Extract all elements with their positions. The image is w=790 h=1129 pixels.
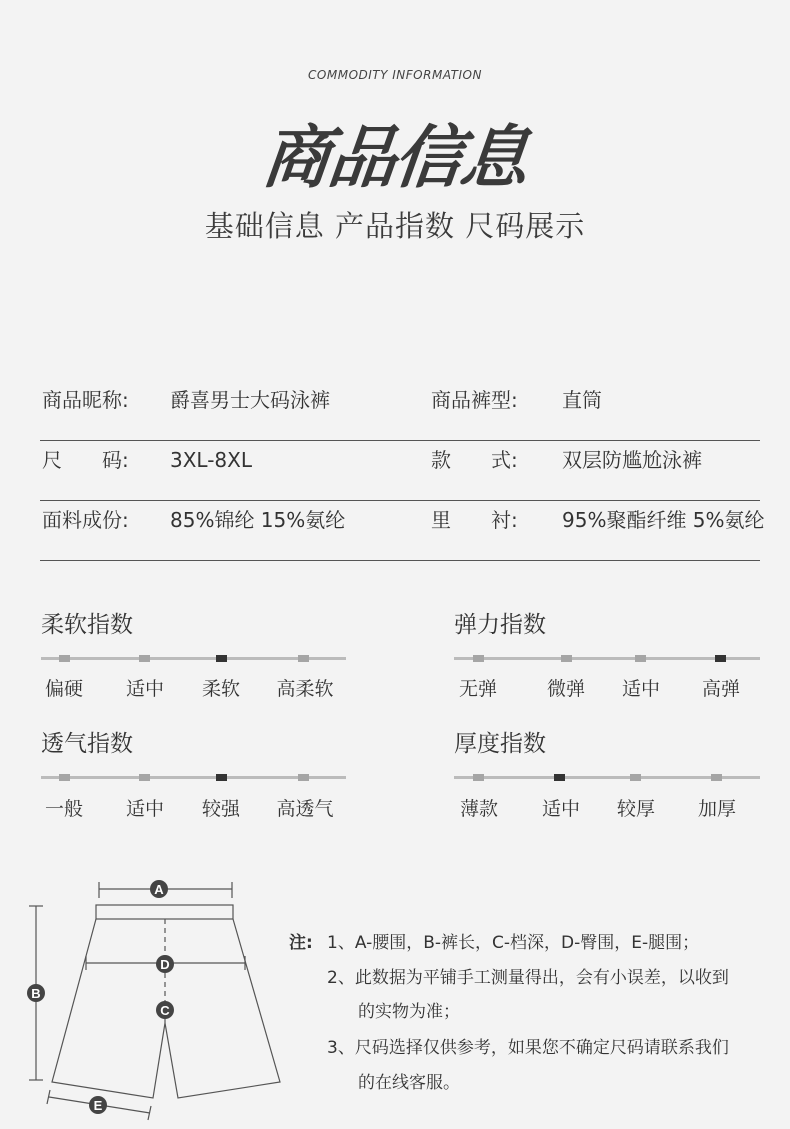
thickness-label: 适中 xyxy=(541,798,581,820)
label-fabric: 面料成份: xyxy=(42,508,129,532)
note-line-3: 3、尺码选择仅供参考，如果您不确定尺码请联系我们 xyxy=(327,1038,729,1058)
thickness-tick xyxy=(554,774,565,781)
softness-label: 偏硬 xyxy=(44,678,84,700)
marker-b-text: B xyxy=(31,986,41,1001)
softness-title: 柔软指数 xyxy=(41,612,133,638)
thickness-tick xyxy=(630,774,641,781)
marker-d-text: D xyxy=(160,957,170,972)
softness-tick xyxy=(216,655,227,662)
value-fabric: 85%锦纶 15%氨纶 xyxy=(170,508,346,532)
elasticity-label: 适中 xyxy=(621,678,661,700)
label-lining: 里 衬: xyxy=(431,508,518,532)
note-line-1: 1、A-腰围，B-裤长，C-档深，D-臀围，E-腿围； xyxy=(327,933,700,953)
thickness-label: 薄款 xyxy=(459,798,499,820)
softness-tick xyxy=(139,655,150,662)
info-row-fabric xyxy=(40,500,765,561)
value-nickname: 爵喜男士大码泳裤 xyxy=(170,388,330,412)
breathability-tick xyxy=(139,774,150,781)
elasticity-tick xyxy=(715,655,726,662)
breathability-label: 较强 xyxy=(201,798,241,820)
label-nickname: 商品昵称: xyxy=(42,388,129,412)
info-row-size xyxy=(40,440,760,501)
elasticity-label: 无弹 xyxy=(458,678,498,700)
value-pants-type: 直筒 xyxy=(562,388,602,412)
label-style: 款 式: xyxy=(431,448,518,472)
note-line-2b: 的实物为准； xyxy=(358,1002,460,1022)
thickness-tick xyxy=(473,774,484,781)
marker-a-text: A xyxy=(154,882,164,897)
marker-c xyxy=(156,1001,174,1019)
shorts-size-diagram xyxy=(0,860,290,1129)
label-size: 尺 码: xyxy=(42,448,129,472)
softness-label: 适中 xyxy=(125,678,165,700)
softness-label: 高柔软 xyxy=(276,678,334,700)
note-line-3b: 的在线客服。 xyxy=(358,1073,460,1093)
breathability-tick xyxy=(298,774,309,781)
breathability-title: 透气指数 xyxy=(41,731,133,757)
value-size: 3XL-8XL xyxy=(170,448,253,472)
breathability-label: 适中 xyxy=(125,798,165,820)
softness-tick xyxy=(298,655,309,662)
elasticity-tick xyxy=(561,655,572,662)
value-style: 双层防尴尬泳裤 xyxy=(562,448,702,472)
breathability-label: 一般 xyxy=(44,798,84,820)
marker-e xyxy=(89,1096,107,1114)
thickness-label: 加厚 xyxy=(697,798,737,820)
label-pants-type: 商品裤型: xyxy=(431,388,518,412)
elasticity-label: 高弹 xyxy=(701,678,741,700)
page-title: 商品信息 xyxy=(258,119,531,198)
thickness-title: 厚度指数 xyxy=(454,731,546,757)
breathability-label: 高透气 xyxy=(276,798,334,820)
elasticity-label: 微弹 xyxy=(546,678,586,700)
breathability-tick xyxy=(59,774,70,781)
marker-e-text: E xyxy=(93,1098,103,1113)
breathability-tick xyxy=(216,774,227,781)
marker-b xyxy=(27,984,45,1002)
marker-a xyxy=(150,880,168,898)
subtitle-en: COMMODITY INFORMATION xyxy=(308,68,482,82)
marker-c-text: C xyxy=(160,1003,170,1018)
value-lining: 95%聚酯纤维 5%氨纶 xyxy=(562,508,765,532)
softness-label: 柔软 xyxy=(201,678,241,700)
note-line-2: 2、此数据为平铺手工测量得出，会有小误差，以收到 xyxy=(327,968,729,988)
info-row-nickname xyxy=(40,380,760,441)
note-prefix: 注: xyxy=(289,933,313,953)
softness-tick xyxy=(59,655,70,662)
tagline: 基础信息 产品指数 尺码展示 xyxy=(204,209,586,243)
thickness-label: 较厚 xyxy=(616,798,656,820)
elasticity-tick xyxy=(635,655,646,662)
elasticity-tick xyxy=(473,655,484,662)
elasticity-title: 弹力指数 xyxy=(454,612,546,638)
thickness-tick xyxy=(711,774,722,781)
marker-d xyxy=(156,955,174,973)
